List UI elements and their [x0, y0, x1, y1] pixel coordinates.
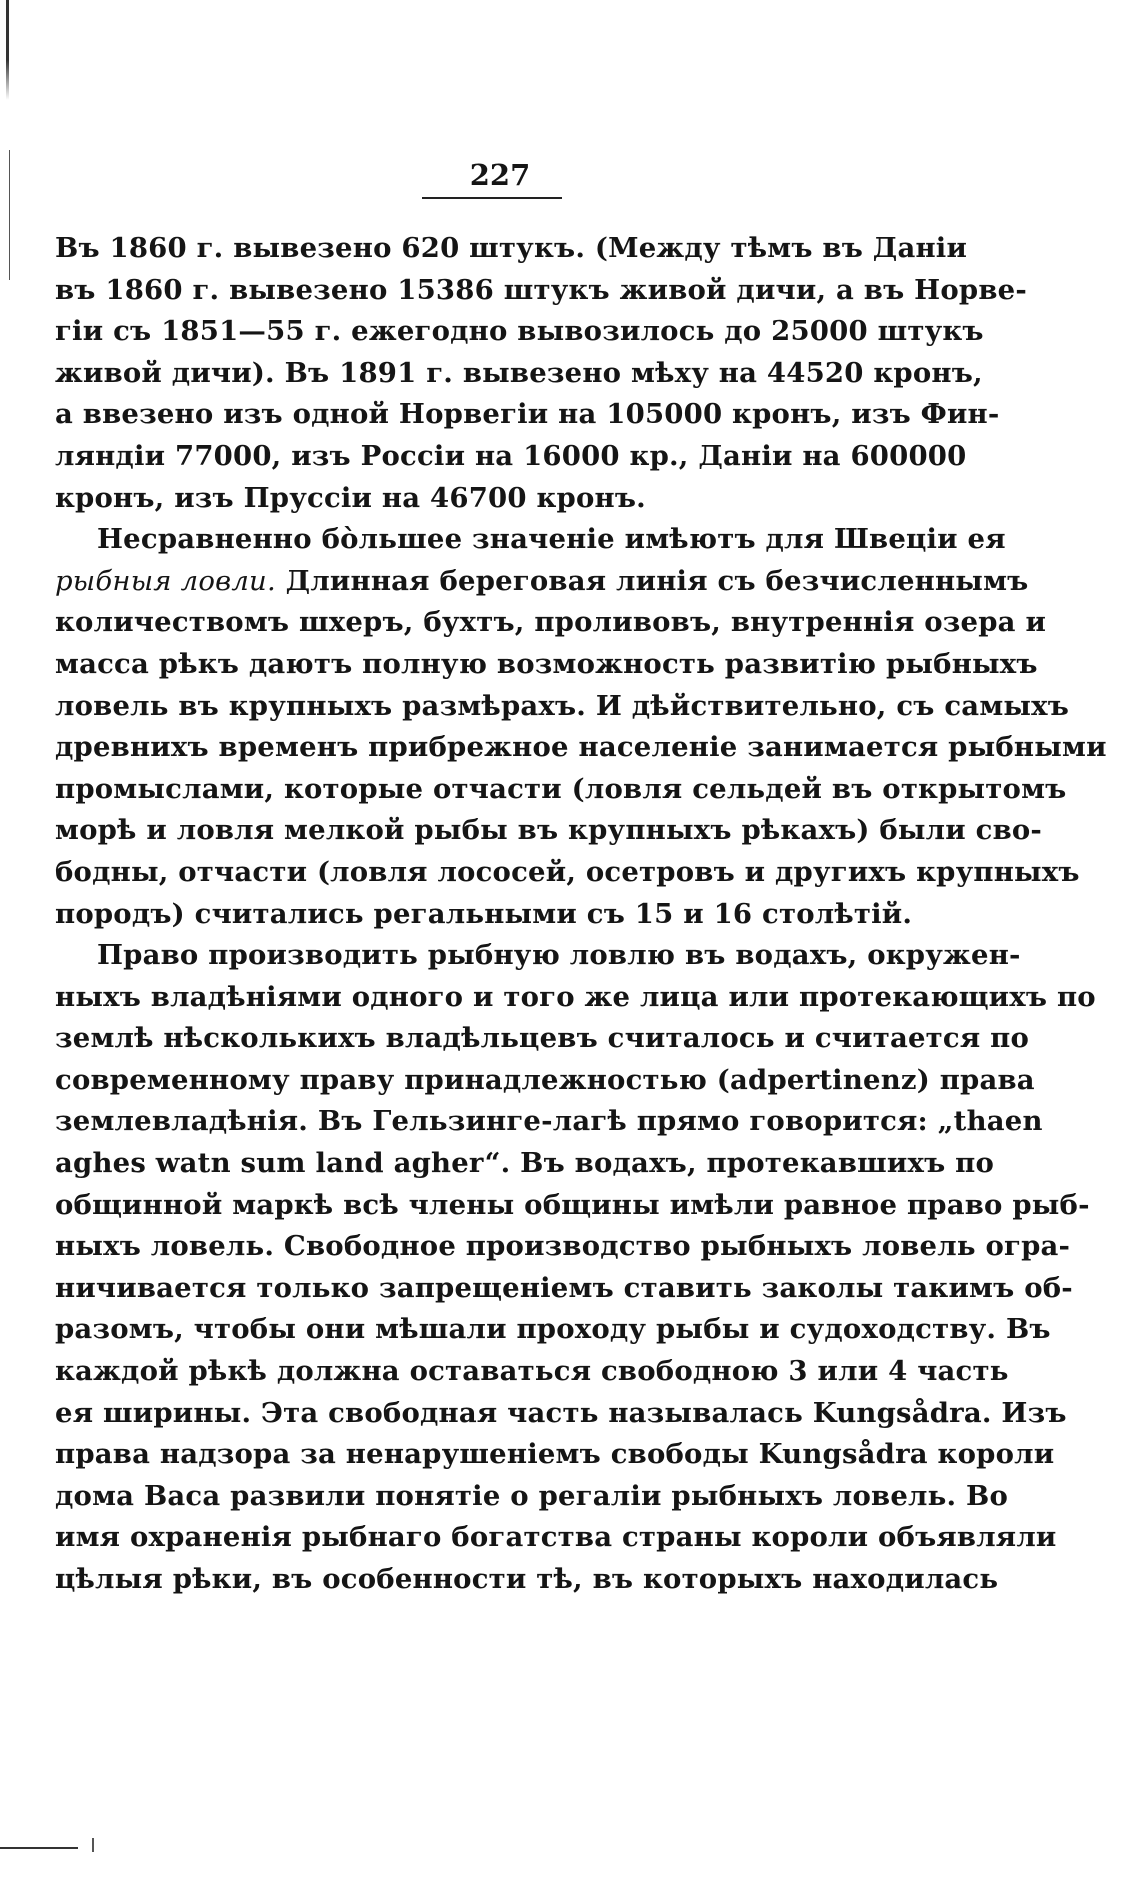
- italic-term: рыбныя ловли.: [55, 564, 276, 597]
- text-line: ея ширины. Эта свободная часть называлась Kungsådra. Изъ: [55, 1396, 1067, 1429]
- text-line: имя охраненія рыбнаго богатства страны короли объявляли: [55, 1521, 1057, 1554]
- scan-footer-mark: [0, 1847, 78, 1849]
- paragraph-start-line: Право производить рыбную ловлю въ водахъ, окружен-: [97, 939, 1021, 972]
- text-line: каждой рѣкѣ должна оставаться свободною 3 или 4 часть: [55, 1355, 1009, 1388]
- text-line: общинной маркѣ всѣ члены общины имѣли равное право рыб-: [55, 1188, 1090, 1221]
- text-line: ляндіи 77000, изъ Россіи на 16000 кр., Даніи на 600000: [55, 439, 967, 472]
- body-text: [55, 228, 1107, 1601]
- text-line: морѣ и ловля мелкой рыбы въ крупныхъ рѣкахъ) были сво-: [55, 814, 1043, 847]
- text-line: а ввезено изъ одной Норвегіи на 105000 кронъ, изъ Фин-: [55, 398, 1000, 431]
- text-line: масса рѣкъ даютъ полную возможность развитію рыбныхъ: [55, 647, 1038, 680]
- text-line: ничивается только запрещеніемъ ставить заколы такимъ об-: [55, 1271, 1073, 1304]
- text-line: кронъ, изъ Пруссіи на 46700 кронъ.: [55, 481, 646, 514]
- text-line: aghes watn sum land agher“. Въ водахъ, протекавшихъ по: [55, 1147, 995, 1180]
- text-line: [55, 561, 1029, 603]
- text-line: древнихъ временъ прибрежное населеніе занимается рыбными: [55, 731, 1107, 764]
- text-line: права надзора за ненарушеніемъ свободы Kungsådra короли: [55, 1438, 1055, 1471]
- text-line: ныхъ владѣніями одного и того же лица или протекающихъ по: [55, 980, 1096, 1013]
- scan-footer-mark: [92, 1838, 94, 1852]
- text-line: гіи съ 1851—55 г. ежегодно вывозилось до 25000 штукъ: [55, 315, 984, 348]
- text-line: Въ 1860 г. вывезено 620 штукъ. (Между тѣмъ въ Даніи: [55, 232, 968, 264]
- scan-edge-mark: [6, 0, 9, 100]
- text-line: землевладѣнія. Въ Гельзинге-лагѣ прямо говорится: „thaen: [55, 1105, 1043, 1138]
- text-line: современному праву принадлежностью (adpertinenz) права: [55, 1063, 1035, 1096]
- page-number: 227: [469, 158, 531, 192]
- text-line: землѣ нѣсколькихъ владѣльцевъ считалось и считается по: [55, 1022, 1030, 1055]
- text-line: ныхъ ловель. Свободное производство рыбныхъ ловель огра-: [55, 1230, 1071, 1263]
- text-line: промыслами, которые отчасти (ловля сельдей въ открытомъ: [55, 772, 1067, 805]
- text-line: дома Васа развили понятіе о регаліи рыбныхъ ловель. Во: [55, 1479, 1009, 1512]
- page-number-rule: [422, 197, 562, 199]
- paragraph-start-line: Несравненно бо̀льшее значеніе имѣютъ для Швеціи ея: [97, 523, 1006, 556]
- text-line: разомъ, чтобы они мѣшали проходу рыбы и судоходству. Въ: [55, 1313, 1051, 1346]
- text-line: ловель въ крупныхъ размѣрахъ. И дѣйствительно, съ самыхъ: [55, 689, 1070, 722]
- text-line: въ 1860 г. вывезено 15386 штукъ живой дичи, а въ Норве-: [55, 273, 1027, 306]
- text-line: живой дичи). Въ 1891 г. вывезено мѣху на 44520 кронъ,: [55, 356, 983, 389]
- text-line: бодны, отчасти (ловля лососей, осетровъ и другихъ крупныхъ: [55, 855, 1080, 888]
- text-line: породъ) считались регальными съ 15 и 16 столѣтій.: [55, 897, 913, 930]
- text-line: количествомъ шхеръ, бухтъ, проливовъ, внутреннія озера и: [55, 606, 1047, 639]
- text-line: цѣлыя рѣки, въ особенности тѣ, въ которыхъ находилась: [55, 1563, 999, 1595]
- text-line-rest: Длинная береговая линія съ безчисленнымъ: [275, 564, 1029, 597]
